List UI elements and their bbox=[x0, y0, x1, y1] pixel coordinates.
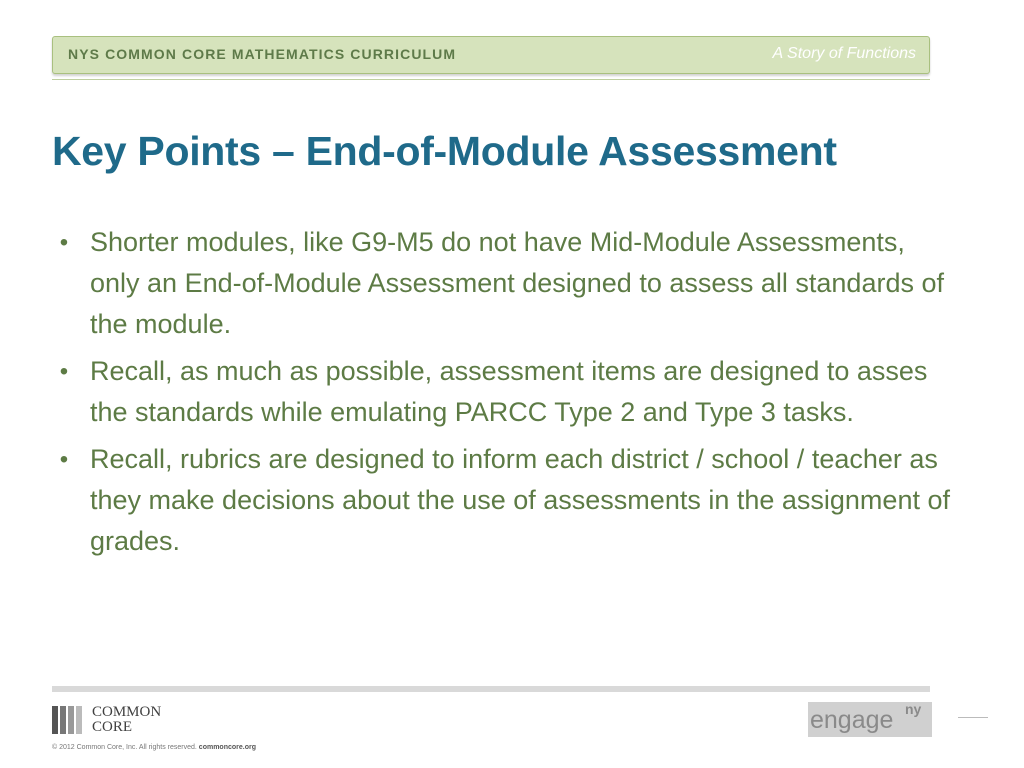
logo-bar bbox=[76, 706, 82, 734]
logo-bar bbox=[60, 706, 66, 734]
bullet-text: Recall, rubrics are designed to inform each district / school / teacher as they make decisions about the use of assessments in the assignment of grades. bbox=[90, 444, 950, 556]
decorative-line bbox=[958, 717, 988, 718]
bullet-item bbox=[52, 351, 952, 433]
curriculum-header-bar bbox=[52, 36, 930, 74]
header-divider bbox=[52, 79, 930, 80]
copyright-text: © 2012 Common Core, Inc. All rights reserved. bbox=[52, 744, 197, 751]
footer-divider bbox=[52, 686, 930, 692]
copyright-link[interactable]: commoncore.org bbox=[198, 744, 256, 751]
bullet-item bbox=[52, 439, 952, 562]
logo-bar bbox=[68, 706, 74, 734]
engageny-logo bbox=[808, 702, 932, 737]
common-core-logo-text bbox=[92, 705, 161, 735]
engage-ny-superscript: ny bbox=[905, 701, 922, 717]
logo-bar bbox=[52, 706, 58, 734]
bullet-item bbox=[52, 222, 952, 345]
bullet-text: Shorter modules, like G9-M5 do not have Mid-Module Assessments, only an End-of-Module Assessment designed to assess all standards of the module. bbox=[90, 227, 944, 339]
bullet-marker: • bbox=[59, 229, 69, 256]
bullet-list bbox=[52, 222, 952, 568]
common-core-logo-icon bbox=[52, 706, 84, 734]
common-core-logo bbox=[52, 705, 161, 735]
story-name: A Story of Functions bbox=[772, 45, 916, 62]
bullet-marker: • bbox=[59, 446, 69, 473]
engage-word: engage bbox=[810, 706, 894, 734]
bullet-text: Recall, as much as possible, assessment items are designed to asses the standards while emulating PARCC Type 2 and Type 3 tasks. bbox=[90, 356, 928, 427]
logo-line-2: CORE bbox=[92, 719, 133, 735]
slide-title: Key Points – End-of-Module Assessment bbox=[52, 128, 837, 174]
copyright-notice bbox=[52, 744, 256, 751]
curriculum-name: NYS COMMON CORE MATHEMATICS CURRICULUM bbox=[68, 46, 457, 62]
logo-line-1: COMMON bbox=[92, 704, 162, 720]
bullet-marker: • bbox=[59, 358, 69, 385]
